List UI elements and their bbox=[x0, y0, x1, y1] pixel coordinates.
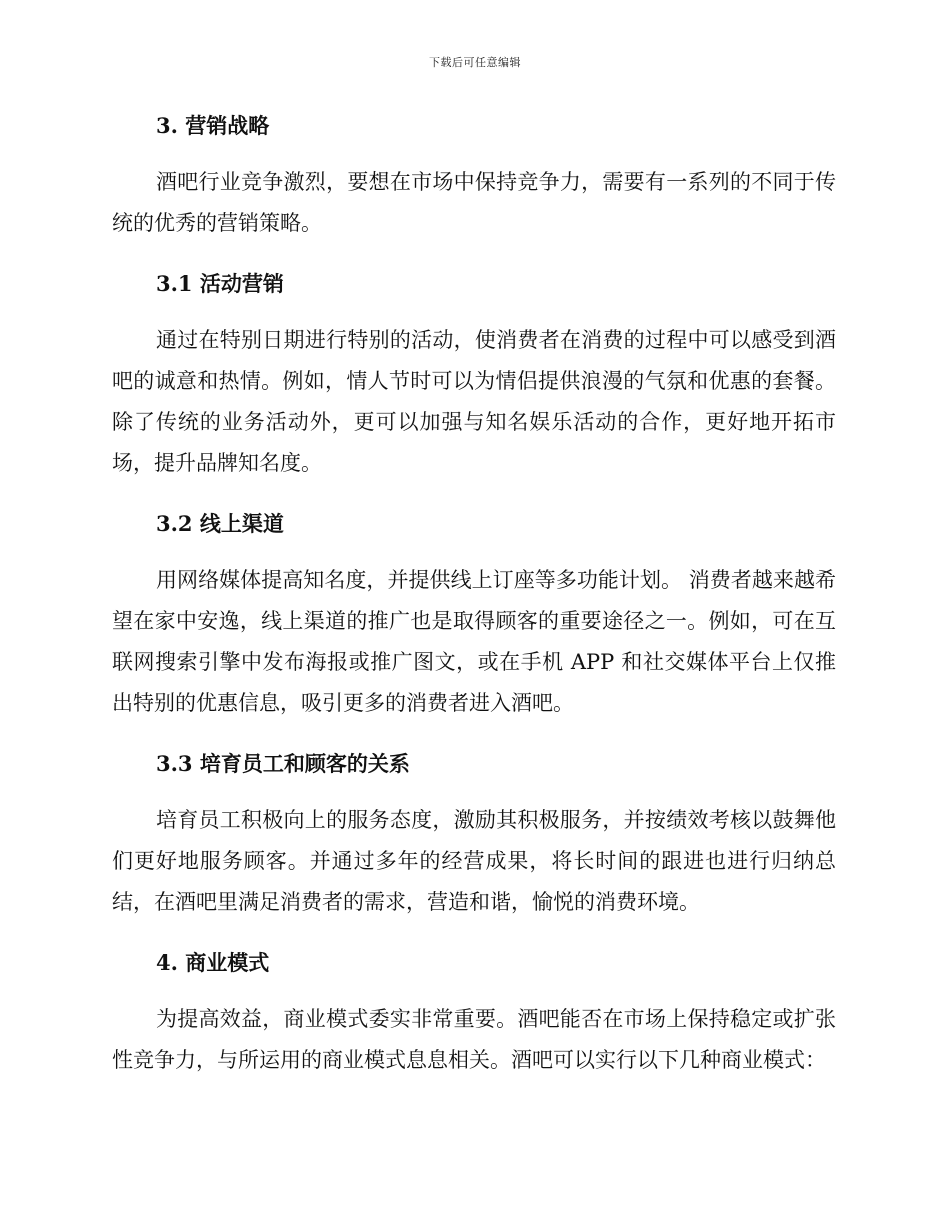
section-heading-marketing-strategy: 3. 营销战略 bbox=[156, 113, 270, 138]
section-heading-event-marketing: 3.1 活动营销 bbox=[156, 271, 284, 296]
section-paragraph-marketing-strategy: 酒吧行业竞争激烈，要想在市场中保持竞争力，需要有一系列的不同于传统的优秀的营销策略。 bbox=[112, 170, 836, 235]
section-heading-business-model: 4. 商业模式 bbox=[156, 950, 270, 975]
section-paragraph-event-marketing: 通过在特别日期进行特别的活动，使消费者在消费的过程中可以感受到酒吧的诚意和热情。例如，情人节时可以为情侣提供浪漫的气氛和优惠的套餐。除了传统的业务活动外，更可以加强与知名娱乐活动的合作，更好地开拓市场，提升品牌知名度。 bbox=[112, 328, 836, 475]
section-paragraph-online-channels: 用网络媒体提高知名度，并提供线上订座等多功能计划。 消费者越来越希望在家中安逸，线上渠道的推广也是取得顾客的重要途径之一。例如，可在互联网搜索引擎中发布海报或推广图文，或在手机 APP 和社交媒体平台上仅推出特别的优惠信息，吸引更多的消费者进入酒吧。 bbox=[112, 568, 836, 715]
section-paragraph-staff-customer-relations: 培育员工积极向上的服务态度，激励其积极服务，并按绩效考核以鼓舞他们更好地服务顾客。并通过多年的经营成果，将长时间的跟进也进行归纳总结，在酒吧里满足消费者的需求，营造和谐，愉悦的消费环境。 bbox=[112, 808, 836, 914]
page-header: 下载后可任意编辑 bbox=[429, 56, 521, 69]
document-body bbox=[112, 108, 836, 1103]
section-heading-online-channels: 3.2 线上渠道 bbox=[156, 511, 284, 536]
section-heading-staff-customer-relations: 3.3 培育员工和顾客的关系 bbox=[156, 751, 410, 776]
section-paragraph-business-model: 为提高效益，商业模式委实非常重要。酒吧能否在市场上保持稳定或扩张性竞争力，与所运用的商业模式息息相关。酒吧可以实行以下几种商业模式： bbox=[112, 1007, 836, 1072]
